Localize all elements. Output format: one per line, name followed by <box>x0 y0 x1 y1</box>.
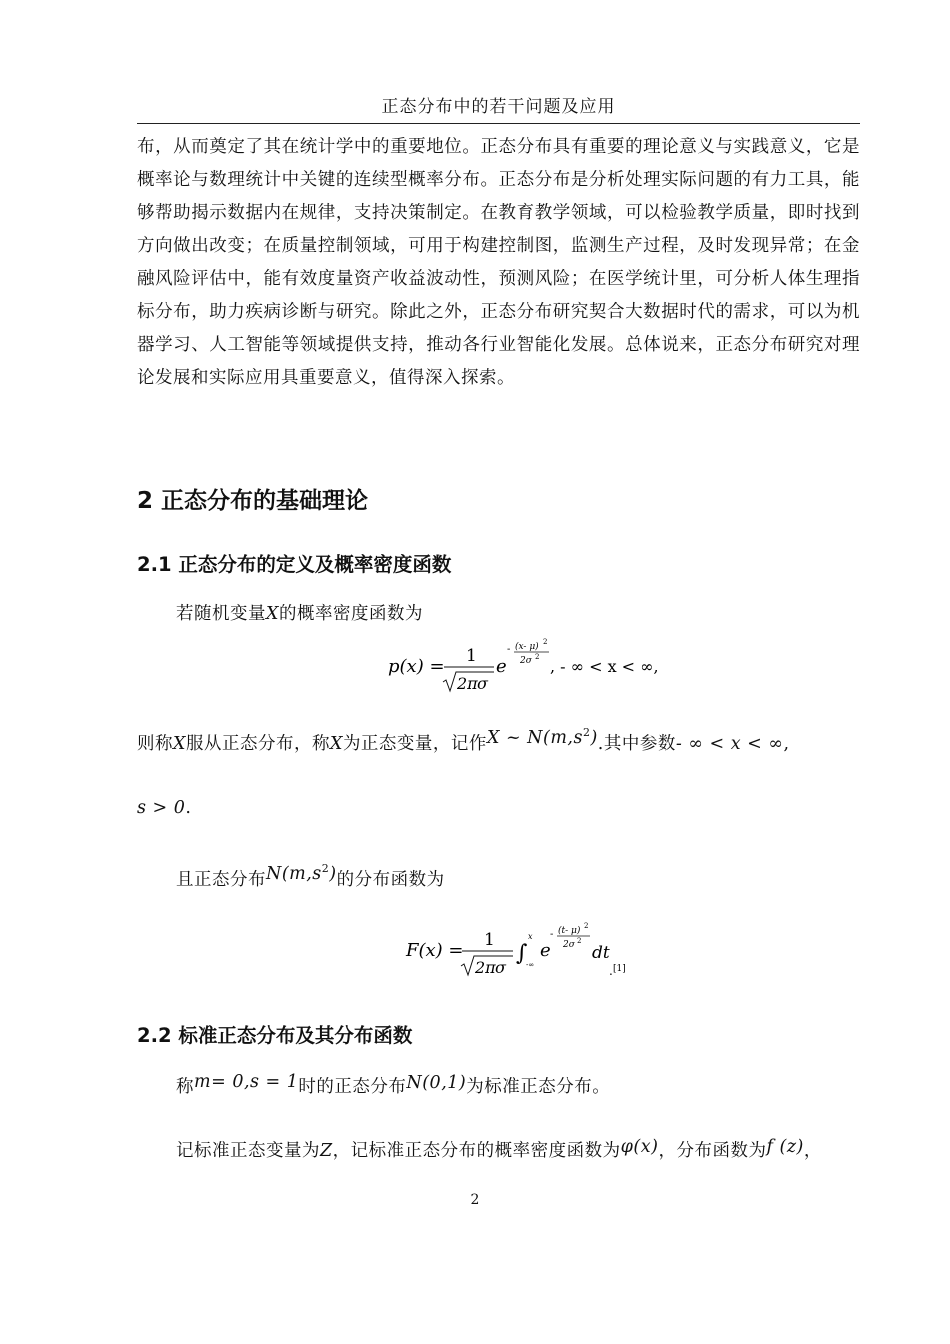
pdf-exp-sign: - <box>507 644 511 655</box>
cdf-exp-num-power: 2 <box>584 922 589 930</box>
normal-notation-sup: 2 <box>582 726 591 740</box>
random-variable-x: X <box>266 604 279 624</box>
phi-function: φ(x) <box>620 1137 659 1157</box>
standard-normal-def-line <box>176 1073 610 1098</box>
pdf-lhs: p(x) = <box>388 656 445 677</box>
cdf-lhs: F(x) = <box>406 940 464 961</box>
text-denoted-as: 为正态变量，记作 <box>342 734 487 754</box>
cdf-integral-sign: ∫ <box>516 941 528 966</box>
pdf-exp-denominator: 2σ <box>520 656 532 666</box>
pdf-numerator: 1 <box>466 646 477 666</box>
std-normal-notation: N(0,1) <box>406 1073 467 1093</box>
header-rule <box>137 123 860 124</box>
text-cdf-is: ，分布函数为 <box>658 1141 767 1161</box>
text-denote-std-var: 记标准正态变量为 <box>176 1141 320 1161</box>
cdf-base-e: e <box>540 940 551 961</box>
comma: , <box>783 734 790 754</box>
cdf-lower-limit: -∞ <box>526 961 535 969</box>
cdf-upper-limit: x <box>528 932 533 941</box>
trailing-comma: ， <box>803 1141 822 1161</box>
section-2-2-heading: 2.2 标准正态分布及其分布函数 <box>137 1024 413 1047</box>
cdf-exp-den-power: 2 <box>577 937 582 945</box>
cdf-end-dot: . <box>609 964 613 978</box>
text-normal-when: 时的正态分布 <box>298 1077 407 1097</box>
var-x-2: X <box>329 734 343 754</box>
cdf-dt: dt <box>592 943 610 963</box>
normal-notation-math: X ~ N(m,s <box>486 728 583 748</box>
pdf-base-e: e <box>496 656 507 677</box>
pdf-sigma: σ <box>477 674 488 693</box>
text-where-params: .其中参数 <box>597 734 676 754</box>
param-range: - ∞ < x < ∞ <box>675 734 784 754</box>
var-x-1: X <box>173 734 186 754</box>
cdf-intro-sup: 2 <box>321 862 330 876</box>
cdf-exp-denominator: 2σ <box>563 940 575 950</box>
cdf-intro-close: ) <box>329 864 337 884</box>
text-follows-normal: 服从正态分布，称 <box>185 734 330 754</box>
period: . <box>185 798 192 818</box>
definition-intro-pre: 若随机变量 <box>176 604 266 624</box>
cdf-numerator: 1 <box>484 930 495 950</box>
cdf-exp-numerator: (t- μ) <box>558 926 581 936</box>
pdf-sqrt-content: 2π <box>457 674 478 693</box>
definition-intro-line <box>176 600 423 625</box>
normal-notation-line <box>137 726 790 755</box>
pdf-formula <box>380 636 670 696</box>
pdf-exp-num-power: 2 <box>543 638 548 646</box>
section-2-1-heading: 2.1 正态分布的定义及概率密度函数 <box>137 553 452 576</box>
pdf-exp-den-power: 2 <box>535 653 540 661</box>
cdf-sigma: σ <box>495 958 506 977</box>
intro-paragraph: 布，从而奠定了其在统计学中的重要地位。正态分布具有重要的理论意义与实践意义，它是概率论与数理统计中关键的连续型概率分布。正态分布是分析处理实际问题的有力工具，能够帮助揭示数据内在规律，支持决策制定。在教育教学领域，可以检验教学质量，即时找到方向做出改变；在质量控制领域，可用于构建控制图，监测生产过程，及时发现异常；在金融风险评估中，能有效度量资产收益波动性，预测风险；在医学统计里，可分析人体生理指标分布，助力疾病诊断与研究。除此之外，正态分布研究契合大数据时代的需求，可以为机器学习、人工智能等领域提供支持，推动各行业智能化发展。总体说来，正态分布研究对理论发展和实际应用具重要意义，值得深入探索。 <box>137 137 860 388</box>
definition-intro-post: 的概率密度函数为 <box>278 604 423 624</box>
standard-normal-notation-line <box>176 1137 822 1162</box>
pdf-exp-numerator: (x- μ) <box>515 642 539 652</box>
std-params: m= 0,s = 1 <box>194 1072 299 1092</box>
text-is-standard: 为标准正态分布。 <box>466 1077 611 1097</box>
var-z: Z <box>320 1141 333 1161</box>
citation-1: [1] <box>613 964 626 974</box>
pdf-domain: , - ∞ < x < ∞, <box>550 657 659 676</box>
cdf-intro-pre: 且正态分布 <box>176 870 266 890</box>
cdf-intro-math: N(m,s <box>266 864 322 884</box>
normal-notation-close: ) <box>590 728 598 748</box>
cdf-intro-line <box>176 862 445 891</box>
running-header: 正态分布中的若干问题及应用 <box>381 97 616 117</box>
sigma-condition-line <box>137 798 191 818</box>
cdf-formula <box>400 916 640 982</box>
section-2-heading: 2 正态分布的基础理论 <box>137 488 369 514</box>
f-function: f (z) <box>766 1137 804 1157</box>
text-denote-pdf: ，记标准正态分布的概率密度函数为 <box>332 1141 621 1161</box>
text-cheng: 称 <box>176 1077 194 1097</box>
cdf-sqrt-content: 2π <box>475 958 496 977</box>
text-ze-cheng: 则称 <box>137 734 173 754</box>
page-number: 2 <box>470 1192 480 1208</box>
sigma-positive: s > 0 <box>137 798 186 818</box>
cdf-intro-post: 的分布函数为 <box>336 870 445 890</box>
cdf-exp-sign: - <box>550 929 554 940</box>
